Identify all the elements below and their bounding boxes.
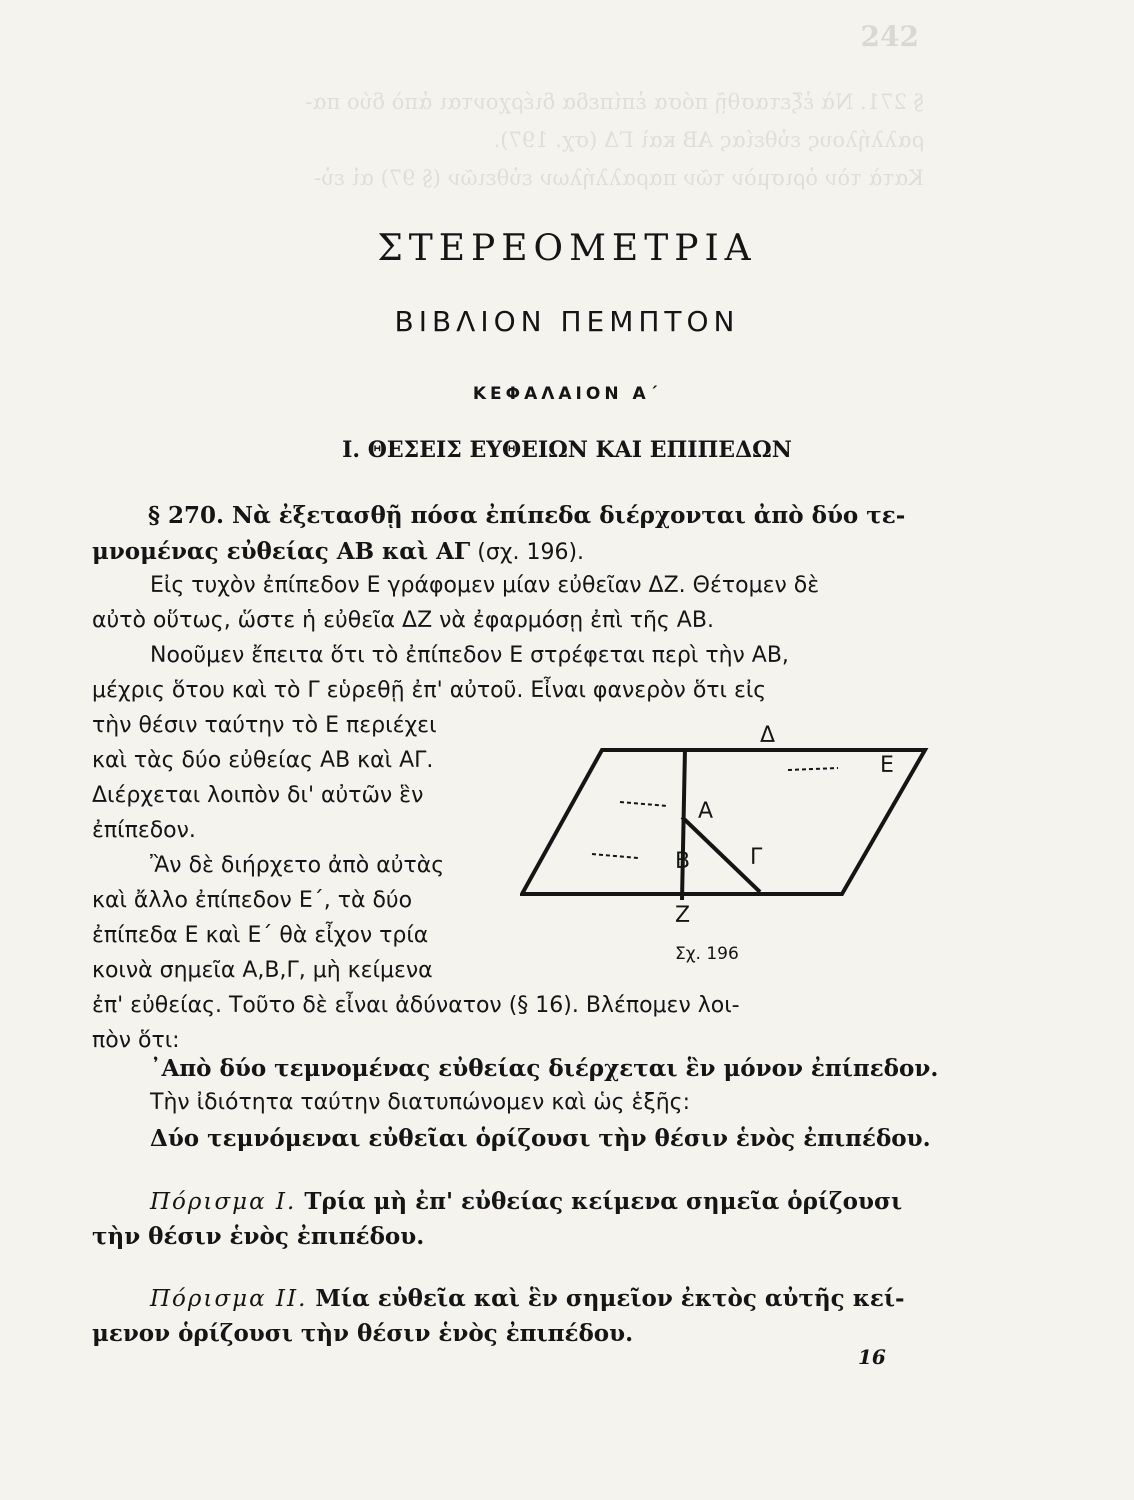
chapter-heading: ΚΕΦΑΛΑΙΟΝ Α΄ [472,384,662,404]
body-line-14: κοινὰ σημεῖα Α,Β,Γ, μὴ κείμενα [92,958,433,983]
theorem-statement: ᾽Απὸ δύο τεμνομένας εὐθείας διέρχεται ἓν μόνον ἐπίπεδον. [150,1055,939,1082]
body-line-3: Εἰς τυχὸν ἐπίπεδον Ε γράφομεν μίαν εὐθεῖαν ΔΖ. Θέτομεν δὲ [150,573,820,598]
bleed-page-number: 242 [860,20,919,53]
body-line-18: Τὴν ἰδιότητα ταύτην διατυπώνομεν καὶ ὡς ἑξῆς: [150,1090,690,1115]
bleed-line-1: § 271. Νὰ ἐξετασθῇ πόσα ἐπίπεδα διέρχονται ἀπὸ δύο πα- [305,90,924,114]
figure-196 [520,722,930,932]
corollary-1-cont: τὴν θέσιν ἑνὸς ἐπιπέδου. [92,1223,425,1250]
body-line-10: ἐπίπεδον. [92,818,196,843]
body-line-11: Ἂν δὲ διήρχετο ἀπὸ αὐτὰς [150,853,445,878]
bleed-line-2: ραλλήλους εὐθείας ΑΒ καὶ ΓΔ (σχ. 197). [493,128,924,152]
hatch-3 [592,854,638,858]
plane-E [522,750,925,894]
hatch-1 [788,768,838,770]
paragraph-270-figref: (σχ. 196). [470,540,585,565]
body-line-9: Διέρχεται λοιπὸν δι' αὐτῶν ἓν [92,783,424,808]
bleed-line-3: Κατὰ τὸν ὁρισμὸν τῶν παραλλήλων εὐθειῶν (§ 97) αἱ εὐ- [314,166,924,190]
label-beta: Β [675,849,691,874]
body-line-5: Νοοῦμεν ἔπειτα ὅτι τὸ ἐπίπεδον Ε στρέφεται περὶ τὴν ΑΒ, [150,643,789,668]
body-line-13: ἐπίπεδα Ε καὶ Ε΄ θὰ εἶχον τρία [92,923,429,948]
label-delta: Δ [760,723,776,748]
paragraph-270-title-cont [92,538,584,565]
page-number: 16 [858,1345,886,1369]
label-gamma: Γ [750,845,763,870]
corollary-2-label: Πόρισμα ΙΙ. [150,1286,308,1312]
corollary-2-cont: μενον ὁρίζουσι τὴν θέσιν ἑνὸς ἐπιπέδου. [92,1320,634,1347]
label-epsilon: Ε [880,753,894,778]
section-heading: Ι. ΘΕΣΕΙΣ ΕΥΘΕΙΩΝ ΚΑΙ ΕΠΙΠΕΔΩΝ [342,437,792,463]
theorem-restatement: Δύο τεμνόμεναι εὐθεῖαι ὁρίζουσι τὴν θέσιν ἑνὸς ἐπιπέδου. [150,1125,931,1152]
body-line-7: τὴν θέσιν ταύτην τὸ Ε περιέχει [92,713,437,738]
body-line-16: πὸν ὅτι: [92,1028,180,1053]
corollary-1-text: Τρία μὴ ἐπ' εὐθείας κείμενα σημεῖα ὁρίζουσι [296,1188,903,1215]
hatch-2 [620,802,668,806]
corollary-2-text: Μία εὐθεῖα καὶ ἓν σημεῖον ἐκτὸς αὐτῆς κεί- [307,1285,905,1312]
label-alpha: Α [698,799,714,824]
body-line-12: καὶ ἄλλο ἐπίπεδον Ε΄, τὰ δύο [92,888,413,913]
paragraph-270-title-bold: μνομένας εὐθείας ΑΒ καὶ ΑΓ [92,538,471,565]
paragraph-270-title: § 270. Νὰ ἐξετασθῇ πόσα ἐπίπεδα διέρχονται ἀπὸ δύο τε- [148,502,906,529]
figure-caption: Σχ. 196 [675,944,739,964]
body-line-4: αὐτὸ οὕτως, ὥστε ἡ εὐθεῖα ΔΖ νὰ ἐφαρμόσῃ ἐπὶ τῆς ΑΒ. [92,608,714,633]
line-DZ [682,748,685,900]
body-line-6: μέχρις ὅτου καὶ τὸ Γ εὑρεθῇ ἐπ' αὐτοῦ. Εἶναι φανερὸν ὅτι εἰς [92,678,767,703]
book-heading: ΒΙΒΛΙΟΝ ΠΕΜΠΤΟΝ [394,305,740,338]
page-title: ΣΤΕΡΕΟΜΕΤΡΙΑ [377,228,757,269]
body-line-15: ἐπ' εὐθείας. Τοῦτο δὲ εἶναι ἀδύνατον (§ 16). Βλέπομεν λοι- [92,993,740,1018]
corollary-2 [150,1285,905,1312]
label-zeta: Ζ [675,903,691,928]
corollary-1 [150,1188,902,1215]
line-AG [682,817,760,892]
corollary-1-label: Πόρισμα Ι. [150,1189,297,1215]
body-line-8: καὶ τὰς δύο εὐθείας ΑΒ καὶ ΑΓ. [92,748,434,773]
